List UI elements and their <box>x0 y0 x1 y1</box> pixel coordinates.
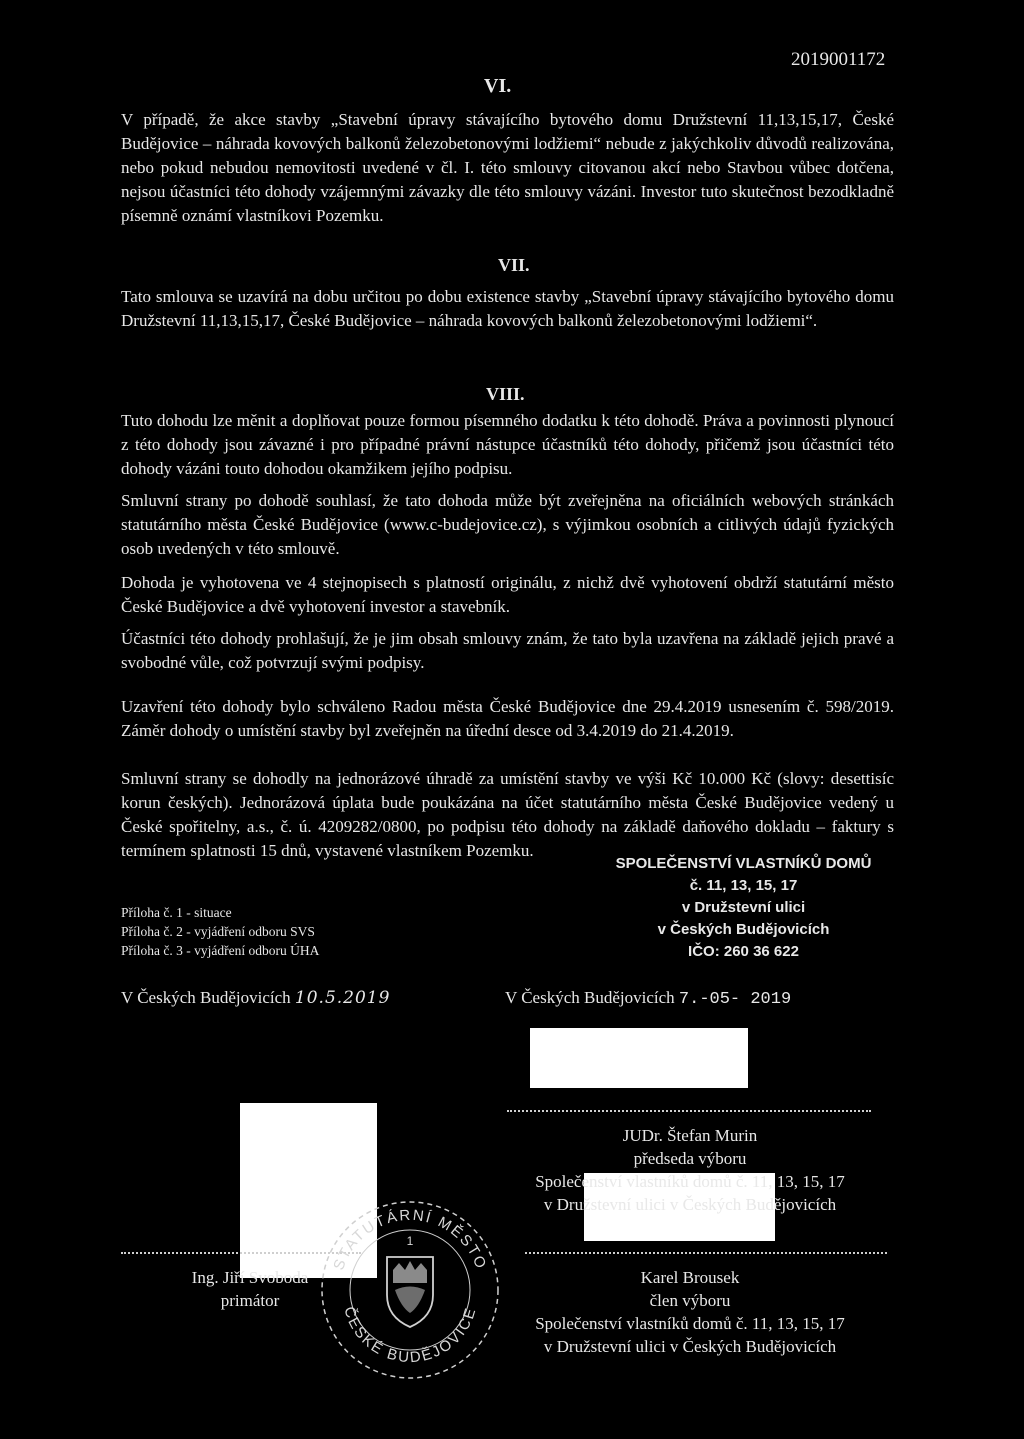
attachment-list <box>121 903 319 960</box>
member-name: Karel Brousek <box>640 1268 740 1287</box>
seal-text-bottom: ČESKÉ BUDĚJOVICE <box>340 1304 480 1367</box>
city-seal <box>315 1195 505 1385</box>
mayor-name: Ing. Jiří Svoboda <box>191 1268 309 1287</box>
stamp-line-1: SPOLEČENSTVÍ VLASTNÍKŮ DOMŮ <box>615 855 872 872</box>
section-viii-paragraph-4: Účastníci této dohody prohlašují, že je jim obsah smlouvy znám, že tato byla uzavřena na základě jejich pravé a svobodné vůle, což potvrzují svými podpisy. <box>121 629 894 672</box>
section-viii-paragraph-3: Dohoda je vyhotovena ve 4 stejnopisech s platností originálu, z nichž dvě vyhotovení obdrží statutární město České Budějovice a dvě vyhotovení investor a stavebník. <box>121 573 894 616</box>
coat-of-arms-tower-icon <box>393 1261 427 1283</box>
attachment-item: Příloha č. 2 - vyjádření odboru SVS <box>121 924 315 939</box>
signature-line-right-1 <box>507 1110 871 1112</box>
svg-text:ČESKÉ BUDĚJOVICE <box>340 1305 479 1367</box>
member-org-2: v Družstevní ulici v Českých Budějovicích <box>543 1337 837 1356</box>
signature-line-right-2 <box>525 1252 887 1254</box>
stamp-line-3: v Družstevní ulici <box>681 899 806 916</box>
chairman-name: JUDr. Štefan Murin <box>622 1126 758 1145</box>
place-left-label: V Českých Budějovicích <box>121 988 291 1007</box>
signature-block-mayor <box>180 1266 320 1312</box>
section-viii-paragraph-2: Smluvní strany po dohodě souhlasí, že tato dohoda může být zveřejněna na oficiálních webových stránkách statutárního města České Budějovice (www.c-budejovice.cz), s výjimkou osobních a citlivých údajů fyzických osob uvedených v této smlouvě. <box>121 491 894 558</box>
member-role: člen výboru <box>649 1291 731 1310</box>
signing-place-right <box>505 986 791 1012</box>
payment-paragraph: Smluvní strany se dohodly na jednorázové úhradě za umístění stavby ve výši Kč 10.000 Kč (slovy: desettisíc korun českých). Jednorázová úplata bude poukázána na účet statutárního města České Budějovice vedený u České spořitelny, a.s., č. ú. 4209282/0800, po podpisu této dohody na základě daňového dokladu – faktury s termínem splatnosti 15 dnů, vystavené vlastníkem Pozemku. <box>121 769 894 860</box>
document-number: 2019001172 <box>791 49 886 70</box>
signature-block-member <box>500 1266 880 1358</box>
section-viii-heading: VIII. <box>486 384 525 404</box>
section-vi-text: V případě, že akce stavby „Stavební úpravy stávajícího bytového domu Družstevní 11,13,15,17, České Budějovice – náhrada kovových balkonů železobetonovými lodžiemi“ nebude z jakýchkoliv důvodů realizována, nebo pokud nebudou nemovitosti uvedené v čl. I. této smlouvy citovanou akcí nebo Stavbou vůbec dotčena, nejsou účastníci této dohody vzájemnými závazky dle této smlouvy vázáni. Investor tuto skutečnost bezodkladně písemně oznámí vlastníkovi Pozemku. <box>121 110 894 225</box>
stamp-line-5: IČO: 260 36 622 <box>688 943 799 960</box>
chairman-role: předseda výboru <box>633 1149 747 1168</box>
chairman-org-2: v Družstevní ulici v Českých Budějovicích <box>543 1195 837 1214</box>
signature-block-chairman <box>500 1124 880 1216</box>
chairman-org-1: Společenství vlastníků domů č. 11, 13, 15, 17 <box>535 1172 845 1191</box>
section-viii-paragraph-1: Tuto dohodu lze měnit a doplňovat pouze formou písemného dodatku k této dohodě. Práva a povinnosti plynoucí z této dohody jsou závazné i pro případné právní nástupce účastníků této dohody, přičemž jsou účastníci této dohody vázáni touto dohodou okamžikem jejího podpisu. <box>121 411 894 478</box>
coat-of-arms-lion-icon <box>395 1287 425 1314</box>
attachment-item: Příloha č. 1 - situace <box>121 905 232 920</box>
section-vii-text: Tato smlouva se uzavírá na dobu určitou po dobu existence stavby „Stavební úpravy stávajícího bytového domu Družstevní 11,13,15,17, České Budějovice – náhrada kovových balkonů železobetonovými lodžiemi“. <box>121 287 894 330</box>
place-right-label: V Českých Budějovicích <box>505 988 675 1007</box>
stamp-line-4: v Českých Budějovicích <box>657 921 830 938</box>
association-stamp <box>596 853 891 963</box>
redacted-signature-top <box>530 1028 748 1088</box>
mayor-role: primátor <box>220 1291 280 1310</box>
handwritten-date-left: 10.5.2019 <box>294 988 391 1008</box>
date-stamp-right: 7.-05- 2019 <box>678 990 792 1009</box>
stamp-line-2: č. 11, 13, 15, 17 <box>689 877 798 894</box>
section-vi-heading: VI. <box>484 75 512 97</box>
approval-paragraph: Uzavření této dohody bylo schváleno Radou města České Budějovice dne 29.4.2019 usnesením č. 598/2019. Záměr dohody o umístění stavby byl zveřejněn na úřední desce od 3.4.2019 do 21.4.2019. <box>121 697 894 740</box>
signing-place-left <box>121 986 390 1010</box>
member-org-1: Společenství vlastníků domů č. 11, 13, 15, 17 <box>535 1314 845 1333</box>
attachment-item: Příloha č. 3 - vyjádření odboru ÚHA <box>121 943 320 958</box>
seal-number: 1 <box>406 1234 414 1248</box>
section-vii-heading: VII. <box>498 255 530 275</box>
seal-text-top: STATUTÁRNÍ MĚSTO <box>330 1206 490 1273</box>
